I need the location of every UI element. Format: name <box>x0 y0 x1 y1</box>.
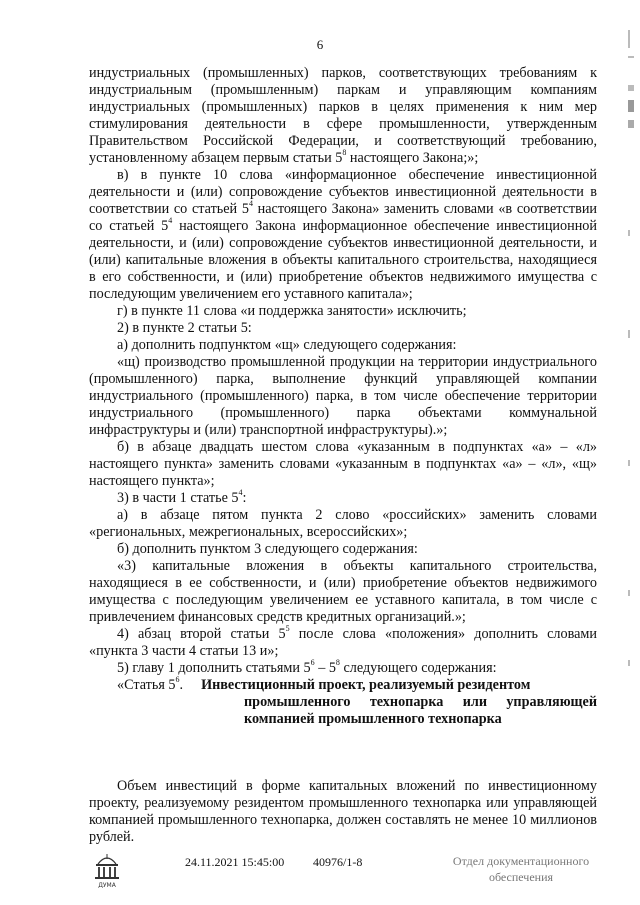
paragraph-3b: б) дополнить пунктом 3 следующего содержания: <box>117 541 418 557</box>
article-title: Инвестиционный проект, реализуемый резидентом <box>201 677 531 693</box>
paragraph-a: а) дополнить подпунктом «щ» следующего содержания: <box>117 337 457 353</box>
margin-scan-marks <box>628 30 636 670</box>
paragraph-investment-volume: Объем инвестиций в форме капитальных вложений по инвестиционному проекту, реализуемому резидентом промышленного технопарка или управляющей компанией промышленного технопарка, должен составлять не менее 10 миллионов рублей. <box>89 778 597 845</box>
document-body <box>89 65 597 846</box>
page-footer <box>0 848 640 898</box>
article-heading <box>89 677 597 694</box>
paragraph-item-4: 4) абзац второй статьи $5^5$ после слова «положения» дополнить словами «пункта 3 части 4 статьи 13 и»; <box>89 624 597 659</box>
paragraph-item-5: 5) главу 1 дополнить статьями $5^6 - 5^8$ следующего содержания: <box>117 658 497 676</box>
article-number: «Статья $5^6$. <box>117 675 184 693</box>
paragraph-g: г) в пункте 11 слова «и поддержка занятости» исключить; <box>117 303 467 319</box>
article-title-continued: промышленного технопарка или управляющей компанией промышленного технопарка <box>244 694 597 727</box>
paragraph-b: б) в абзаце двадцать шестом слова «указанным в подпунктах «а» – «л» настоящего пункта» заменить словами «указанным в подпунктах «а» – «л», «щ» настоящего пункта»; <box>89 439 597 489</box>
svg-text:ДУМА: ДУМА <box>98 882 116 889</box>
paragraph-item-3: 3) в части 1 статье $5^4$: <box>117 488 247 506</box>
page-number: 6 <box>316 37 324 52</box>
footer-timestamp: 24.11.2021 15:45:00 <box>185 855 285 869</box>
paragraph-3a: а) в абзаце пятом пункта 2 слово «российских» заменить словами «региональных, межрегиональных, всероссийских»; <box>89 507 597 540</box>
paragraph-v: в) в пункте 10 слова «информационное обеспечение инвестиционной деятельности и (или) сопровождение субъектов инвестиционной деятельности в соответствии со статьей $5^4$ настоящего Закона» заменить словами «в соответствии со статьей $5^4$ настоящего Закона информационное обеспечение инвестиционной деятельности, и (или) сопровождение субъектов инвестиционной деятельности, и (или) капитальные вложения в объекты капитального строительства, находящиеся в его собственности, и (или) приобретение объектов недвижимого имущества с последующим увеличением его уставного капитала»; <box>89 167 597 302</box>
paragraph-1: индустриальных (промышленных) парков, соответствующих требованиям к индустриальным (промышленным) паркам и управляющим компаниям индустриальных (промышленных) парков в целях применения к ним мер стимулирования деятельности в сфере промышленности, утвержденным Правительством Российской Федерации, и соответствующий требованию, установленному абзацем первым статьи $5^8$ настоящего Закона;»; <box>89 65 597 166</box>
paragraph-shch: «щ) производство промышленной продукции на территории индустриального (промышленного) парка, выполнение функций управляющей компании индустриального (промышленного) парка, в том числе обеспечение территории индустриального (промышленного) парка объектами коммунальной инфраструктуры и (или) транспортной инфраструктуры).»; <box>89 354 597 438</box>
footer-doc-code: 40976/1-8 <box>313 855 363 869</box>
paragraph-item-2: 2) в пункте 2 статьи 5: <box>117 320 252 336</box>
duma-emblem-icon <box>92 850 122 890</box>
footer-department-stamp: Отдел документационного обеспечения <box>452 854 590 884</box>
paragraph-quote-3: «3) капитальные вложения в объекты капитального строительства, находящиеся в ее собственности, и (или) приобретение объектов недвижимого имущества с последующим увеличением ее уставного капитала, в том числе с привлечением финансовых средств кредитных организаций.»; <box>89 558 597 625</box>
